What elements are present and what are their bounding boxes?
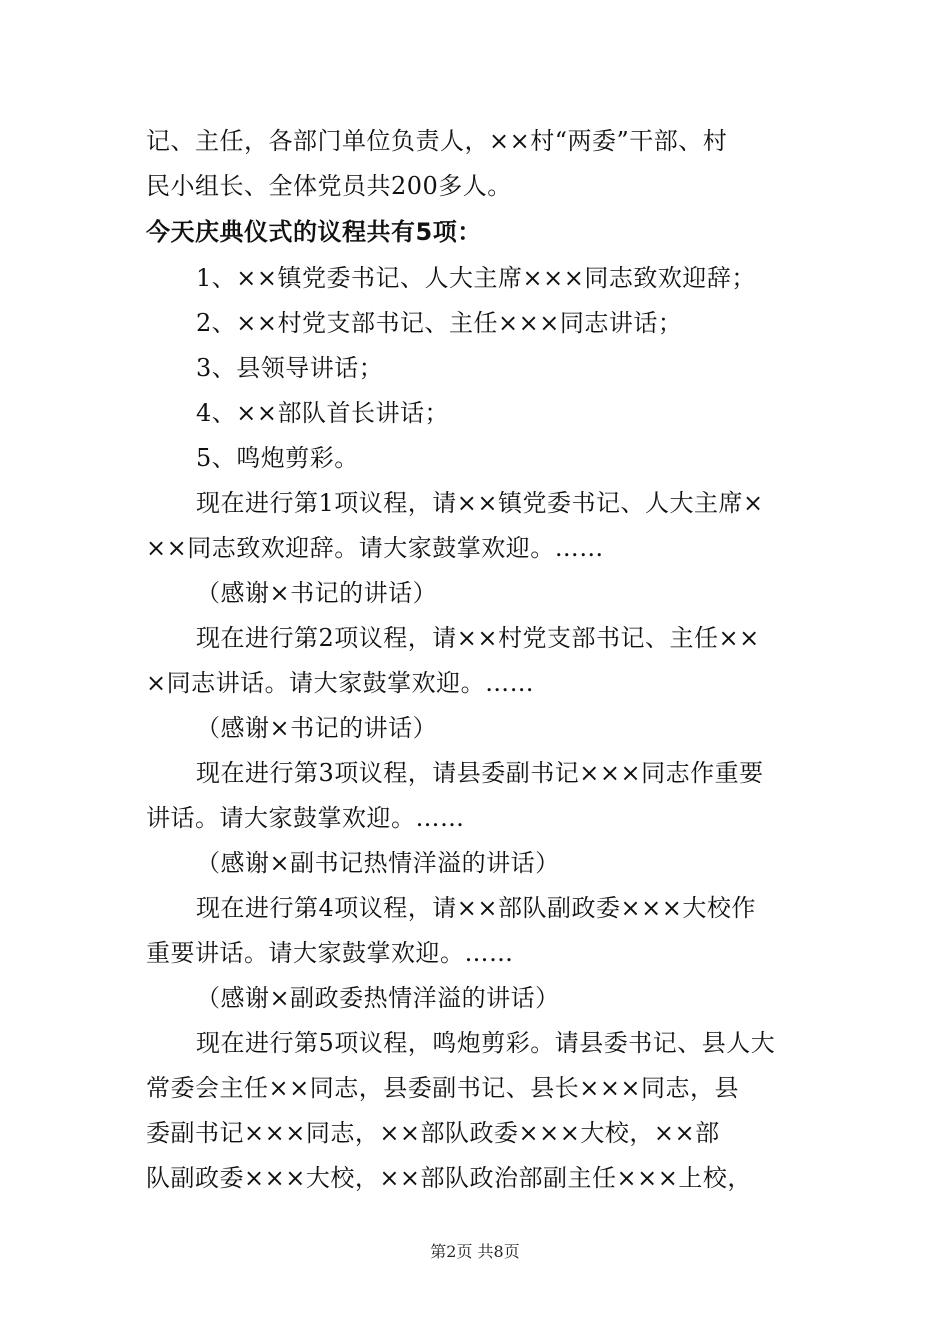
agenda-item-5: 5、鸣炮剪彩。: [196, 444, 359, 472]
thanks-note: （感谢×书记的讲话）: [196, 714, 438, 742]
agenda-item-1: 1、××镇党委书记、人大主席×××同志致欢迎辞；: [196, 264, 756, 292]
paragraph-line: 现在进行第2项议程，请××村党支部书记、主任××: [196, 624, 760, 652]
paragraph-line: 常委会主任××同志，县委副书记、县长×××同志，县: [146, 1074, 740, 1102]
agenda-item-2: 2、××村党支部书记、主任×××同志讲话；: [196, 309, 683, 337]
paragraph-line: 记、主任，各部门单位负责人，××村“两委”干部、村: [146, 127, 728, 155]
paragraph-line: 现在进行第3项议程，请县委副书记×××同志作重要: [196, 759, 764, 787]
thanks-note: （感谢×书记的讲话）: [196, 579, 438, 607]
paragraph-line: 现在进行第4项议程，请××部队副政委×××大校作: [196, 894, 756, 922]
paragraph-line: 队副政委×××大校，××部队政治部副主任×××上校，: [146, 1164, 752, 1192]
paragraph-line: ×同志讲话。请大家鼓掌欢迎。……: [146, 669, 535, 697]
agenda-item-3: 3、县领导讲话；: [196, 354, 384, 382]
page-number-footer: 第2页 共8页: [430, 1242, 520, 1261]
paragraph-line: ××同志致欢迎辞。请大家鼓掌欢迎。……: [146, 534, 604, 562]
agenda-item-4: 4、××部队首长讲话；: [196, 399, 449, 427]
paragraph-line: 讲话。请大家鼓掌欢迎。……: [146, 804, 465, 832]
thanks-note: （感谢×副书记热情洋溢的讲话）: [196, 849, 560, 877]
paragraph-line: 委副书记×××同志，××部队政委×××大校，××部: [146, 1119, 720, 1147]
thanks-note: （感谢×副政委热情洋溢的讲话）: [196, 984, 560, 1012]
paragraph-line: 民小组长、全体党员共200多人。: [146, 172, 512, 200]
paragraph-line: 现在进行第1项议程，请××镇党委书记、人大主席×: [196, 489, 764, 517]
paragraph-line: 重要讲话。请大家鼓掌欢迎。……: [146, 939, 514, 967]
paragraph-line: 现在进行第5项议程，鸣炮剪彩。请县委书记、县人大: [196, 1029, 776, 1057]
agenda-heading: 今天庆典仪式的议程共有5项：: [146, 218, 482, 246]
